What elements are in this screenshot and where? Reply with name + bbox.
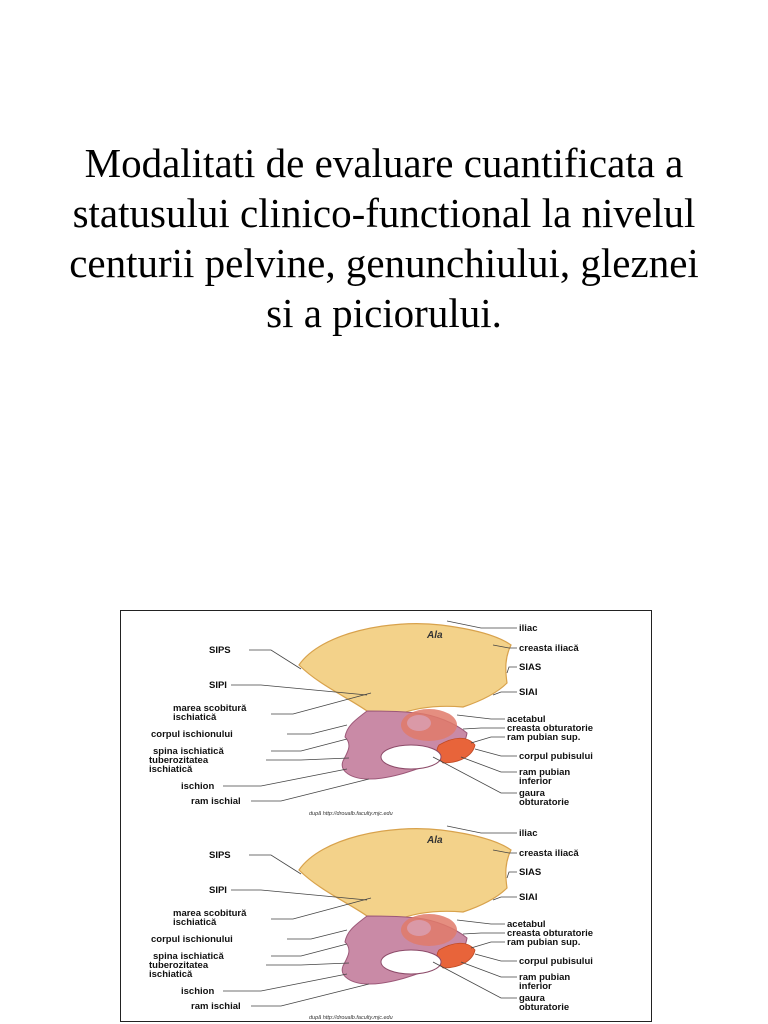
svg-text:ram pubian: ram pubian — [519, 972, 571, 983]
svg-text:creasta obturatorie: creasta obturatorie — [507, 928, 594, 939]
svg-text:ischiatică: ischiatică — [149, 764, 193, 775]
svg-text:SIPI: SIPI — [209, 680, 227, 691]
credit-text-top: după http://droualb.faculty.mjc.edu — [309, 811, 393, 817]
svg-text:ischion: ischion — [181, 781, 215, 792]
svg-text:marea scobitură: marea scobitură — [173, 908, 247, 919]
svg-text:SIAI: SIAI — [519, 687, 538, 698]
svg-text:ram ischial: ram ischial — [191, 796, 241, 807]
svg-text:inferior: inferior — [519, 981, 552, 992]
svg-text:SIAI: SIAI — [519, 892, 538, 903]
svg-text:gaura: gaura — [519, 993, 545, 1004]
svg-text:iliac: iliac — [519, 623, 538, 634]
svg-text:ram pubian sup.: ram pubian sup. — [507, 732, 581, 743]
svg-text:corpul pubisului: corpul pubisului — [519, 751, 593, 762]
svg-text:creasta iliacă: creasta iliacă — [519, 848, 579, 859]
svg-text:ischiatică: ischiatică — [173, 917, 217, 928]
pelvis-figure — [120, 610, 652, 1022]
svg-text:ram pubian sup.: ram pubian sup. — [507, 937, 581, 948]
svg-text:spina ischiatică: spina ischiatică — [153, 951, 224, 962]
svg-text:tuberozitatea: tuberozitatea — [149, 755, 209, 766]
slide-title: Modalitati de evaluare cuantificata a statusului clinico-functional la nivelul centurii pelvine, genunchiului, gleznei si a piciorului. — [69, 140, 699, 336]
svg-text:ischion: ischion — [181, 986, 215, 997]
ala-label: Ala — [427, 630, 443, 641]
left-labels-top — [149, 645, 247, 807]
credit-text-bottom: după http://droualb.faculty.mjc.edu — [309, 1015, 393, 1021]
svg-text:SIPS: SIPS — [209, 645, 231, 656]
svg-text:gaura: gaura — [519, 788, 545, 799]
svg-text:tuberozitatea: tuberozitatea — [149, 960, 209, 971]
svg-text:acetabul: acetabul — [507, 714, 546, 725]
svg-text:inferior: inferior — [519, 776, 552, 787]
right-labels-bottom — [507, 828, 593, 1013]
svg-text:corpul pubisului: corpul pubisului — [519, 956, 593, 967]
svg-text:ram ischial: ram ischial — [191, 1001, 241, 1012]
right-labels-top — [507, 623, 593, 808]
ala-label: Ala — [427, 835, 443, 846]
svg-text:spina ischiatică: spina ischiatică — [153, 746, 224, 757]
svg-text:ischiatică: ischiatică — [149, 969, 193, 980]
svg-text:corpul ischionului: corpul ischionului — [151, 729, 233, 740]
svg-text:obturatorie: obturatorie — [519, 797, 570, 808]
svg-text:iliac: iliac — [519, 828, 538, 839]
svg-text:marea scobitură: marea scobitură — [173, 703, 247, 714]
svg-text:ram pubian: ram pubian — [519, 767, 571, 778]
svg-text:SIPI: SIPI — [209, 885, 227, 896]
hip-bone-diagrams — [121, 611, 651, 1021]
svg-text:SIAS: SIAS — [519, 662, 542, 673]
svg-text:acetabul: acetabul — [507, 919, 546, 930]
svg-text:creasta obturatorie: creasta obturatorie — [507, 723, 594, 734]
svg-text:obturatorie: obturatorie — [519, 1002, 570, 1013]
svg-text:corpul ischionului: corpul ischionului — [151, 934, 233, 945]
svg-text:creasta iliacă: creasta iliacă — [519, 643, 579, 654]
svg-text:ischiatică: ischiatică — [173, 712, 217, 723]
svg-text:SIAS: SIAS — [519, 867, 542, 878]
left-labels-bottom — [149, 850, 247, 1012]
svg-text:SIPS: SIPS — [209, 850, 231, 861]
